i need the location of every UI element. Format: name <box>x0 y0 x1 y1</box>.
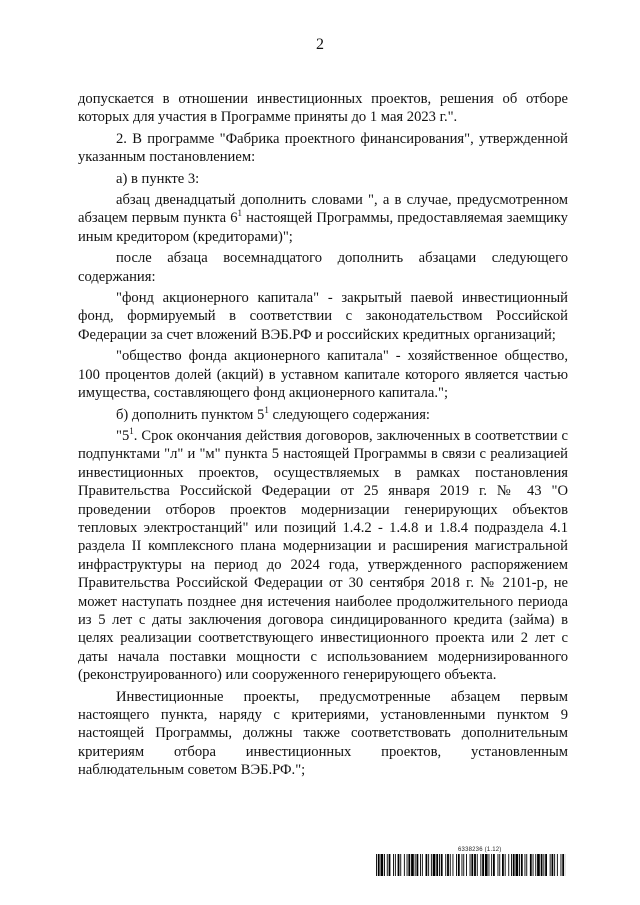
paragraph-add-clauses: после абзаца восемнадцатого дополнить абзацами следующего содержания: <box>78 250 568 285</box>
paragraph-investment-criteria: Инвестиционные проекты, предусмотренные абзацем первым настоящего пункта, наряду с критериями, установленными пунктом 9 настоящей Программы, должны также соответствовать дополнительным критериям отбора инвестиционных проектов, установленным наблюдательным советом ВЭБ.РФ."; <box>78 688 568 779</box>
document-code: 6338236 (1.12) <box>458 847 502 853</box>
paragraph-definition-company: "общество фонда акционерного капитала" - хозяйственное общество, 100 процентов долей (акций) в уставном капитале которого является частью имущества, составляющего фонд акционерного капитала."; <box>78 348 568 402</box>
document-body <box>78 90 568 780</box>
superscript-marker: 1 <box>237 208 243 219</box>
barcode-icon <box>376 854 566 876</box>
superscript-marker: 1 <box>129 425 134 436</box>
paragraph-text-start: абзац двенадцатый дополнить словами ", а в случае, предусмотренном абзацем первым пункта 6 <box>78 192 568 227</box>
paragraph-subitem-b <box>78 406 568 424</box>
paragraph-subitem-a: а) в пункте 3: <box>116 170 200 187</box>
paragraph-text-start: б) дополнить пунктом 5 <box>116 406 265 423</box>
paragraph-text-start: "5 <box>116 427 130 444</box>
paragraph-item-2: 2. В программе "Фабрика проектного финансирования", утвержденной указанным постановлением: <box>78 130 568 166</box>
page-number: 2 <box>316 36 324 53</box>
paragraph-closing-amendment: допускается в отношении инвестиционных проектов, решения об отборе которых для участия в Программе приняты до 1 мая 2023 г.". <box>78 91 568 126</box>
paragraph-definition-fund: "фонд акционерного капитала" - закрытый паевой инвестиционный фонд, формируемый в соответствии с законодательством Российской Федерации за счет вложений ВЭБ.РФ и российских кредитных организаций; <box>78 290 568 343</box>
superscript-marker: 1 <box>264 404 269 415</box>
paragraph-amend-clause-12 <box>78 191 568 246</box>
paragraph-text-end: следующего содержания: <box>268 406 430 423</box>
paragraph-text-end: . Срок окончания действия договоров, заключенных в соответствии с подпунктами "л" и "м" пункта 5 настоящей Программы в связи с реализацией инвестиционных проектов, осуществляемых в рамках постановления Правительства Российской Федерации от 25 января 2019 г. № 43 "О проведении отборов проектов модернизации генерирующих объектов тепловых электростанций" или позиций 1.4.2 - 1.4.8 и 1.8.4 подраздела 4.1 раздела II комплексного плана модернизации и расширения магистральной инфраструктуры на период до 2024 года, утвержденного распоряжением Правительства Российской Федерации от 30 сентября 2018 г. № 2101-р, не может наступать позднее дня истечения наиболее продолжительного периода из 5 лет с даты заключения договора синдицированного кредита (займа) в целях реализации соответствующего инвестиционного проекта или 2 лет с даты начала поставки мощности с использованием модернизированного (реконструированного) или сооруженного генерирующего объекта. <box>78 427 568 684</box>
paragraph-text-end: настоящей Программы, предоставляемая заемщику иным кредитором (кредиторами)"; <box>78 210 568 245</box>
paragraph-clause-5-1 <box>78 427 568 685</box>
